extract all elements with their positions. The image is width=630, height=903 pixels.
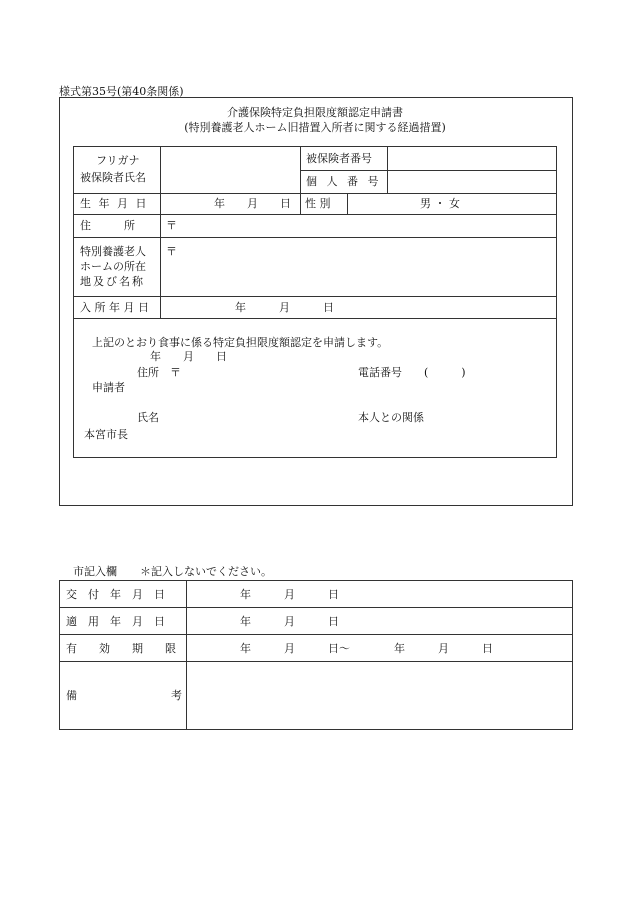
facility-label-1: 特別養護老人: [80, 245, 146, 258]
sex-value[interactable]: 男 ・ 女: [420, 197, 460, 210]
sex-label: 性 別: [305, 197, 331, 210]
office-row-value-validity: 年 月 日〜 年 月 日: [240, 642, 493, 655]
office-row-value-issue: 年 月 日: [240, 588, 339, 601]
address-label: 住 所: [80, 219, 135, 232]
facility-field[interactable]: [180, 238, 556, 295]
remarks-label-left: 備: [66, 689, 77, 702]
office-row-label-issue: 交 付 年 月 日: [66, 588, 165, 601]
applicant-address-label[interactable]: 住所 〒: [137, 366, 181, 379]
relation-label[interactable]: 本人との関係: [358, 411, 424, 424]
application-statement: 上記のとおり食事に係る特定負担限度額認定を申請します。: [92, 336, 389, 349]
furigana-label: フリガナ: [96, 154, 140, 167]
office-row-value-apply: 年 月 日: [240, 615, 339, 628]
form-subtitle: (特別養護老人ホーム旧措置入所者に関する経過措置): [184, 121, 446, 134]
admission-label: 入 所 年 月 日: [80, 301, 149, 314]
birthdate-label: 生 年 月 日: [80, 197, 149, 210]
facility-label-3: 地及び名称: [80, 275, 145, 288]
facility-label-2: ホームの所在: [80, 260, 146, 273]
insured-number-label: 被保険者番号: [306, 152, 372, 165]
facility-postal-icon: 〒: [166, 245, 177, 258]
remarks-label-right: 考: [171, 689, 182, 702]
applicant-name-label[interactable]: 氏名: [137, 411, 159, 424]
personal-number-field[interactable]: [388, 171, 556, 192]
form-number: 様式第35号(第40条関係): [59, 85, 184, 98]
mayor-address: 本宮市長: [84, 428, 128, 441]
insured-number-field[interactable]: [388, 147, 556, 169]
birthdate-value[interactable]: 年 月 日: [214, 197, 291, 210]
address-postal-icon: 〒: [166, 219, 177, 232]
applicant-phone-label[interactable]: 電話番号 ( ): [358, 366, 466, 379]
office-row-label-validity: 有 効 期 限: [66, 642, 176, 655]
office-heading: 市記入欄: [73, 565, 117, 578]
application-date[interactable]: 年 月 日: [150, 350, 227, 363]
address-field[interactable]: [180, 215, 556, 236]
form-title: 介護保険特定負担限度額認定申請書: [227, 106, 403, 119]
insured-name-field[interactable]: [161, 147, 299, 192]
applicant-label: 申請者: [92, 381, 125, 394]
insured-name-label: 被保険者氏名: [80, 171, 146, 184]
office-note: ＊記入しないでください。: [140, 565, 272, 578]
admission-value[interactable]: 年 月 日: [235, 301, 334, 314]
office-row-label-apply: 適 用 年 月 日: [66, 615, 165, 628]
personal-number-label: 個 人 番 号: [306, 175, 382, 188]
